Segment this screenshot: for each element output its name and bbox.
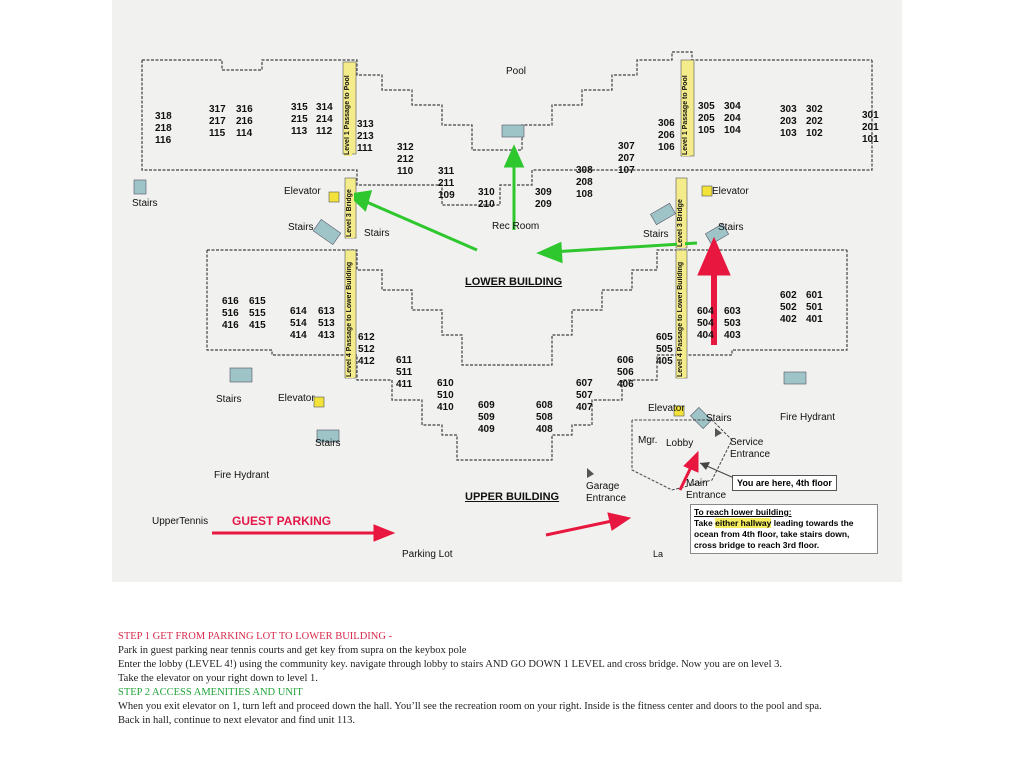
step2-line2: Back in hall, continue to next elevator and find unit 113. — [118, 715, 355, 726]
unit-column: 311 211 109 — [438, 166, 455, 201]
la-label: La — [653, 549, 664, 559]
step2-title: STEP 2 ACCESS AMENITIES AND UNIT — [118, 687, 303, 698]
unit-column: 306 206 106 — [658, 118, 675, 153]
stairs-label: Stairs — [706, 413, 732, 424]
unit-column: 615 515 415 — [249, 296, 266, 331]
guest-parking-label: GUEST PARKING — [232, 514, 332, 528]
elevator-label: Elevator — [648, 403, 685, 414]
elevator-label: Elevator — [284, 186, 321, 197]
upper-building-label: UPPER BUILDING — [465, 491, 560, 503]
step1-line3: Take the elevator on your right down to level 1. — [118, 673, 318, 684]
elevator-label: Elevator — [278, 393, 315, 404]
stairs-label: Stairs — [288, 222, 314, 233]
lobby-label: Lobby — [666, 438, 694, 449]
you-are-here-box: You are here, 4th floor — [732, 475, 837, 491]
reach-text-highlight: either hallway — [715, 518, 772, 528]
unit-column: 303 203 103 — [780, 104, 797, 139]
garage-entrance-label: Garage Entrance — [586, 481, 627, 504]
unit-column: 301 201 101 — [862, 110, 879, 145]
parking-lot-label: Parking Lot — [402, 549, 453, 560]
stairs-label: Stairs — [132, 198, 158, 209]
bridge-level3-left: Level 3 Bridge — [346, 180, 354, 238]
unit-column: 314 214 112 — [316, 102, 333, 137]
stairs-label: Stairs — [643, 229, 669, 240]
unit-column: 606 506 406 — [617, 355, 634, 390]
service-entrance-label: Service Entrance — [730, 437, 771, 460]
reach-title: To reach lower building: — [694, 507, 792, 517]
unit-column: 317 217 115 — [209, 104, 226, 139]
pool-label: Pool — [506, 66, 527, 77]
unit-column: 308 208 108 — [576, 165, 593, 200]
bridge-level3-right: Level 3 Bridge — [677, 180, 685, 248]
unit-column: 318 218 116 — [155, 111, 172, 146]
unit-column: 613 513 413 — [318, 306, 335, 341]
lower-building-label: LOWER BUILDING — [465, 276, 563, 288]
unit-column: 604 504 404 — [697, 306, 714, 341]
unit-column: 605 505 405 — [656, 332, 673, 367]
fire-hydrant-label: Fire Hydrant — [780, 412, 836, 423]
passage-level1-right: Level 1 Passage to Pool — [682, 62, 690, 156]
unit-column: 313 213 111 — [357, 119, 374, 154]
unit-column: 312 212 110 — [397, 142, 414, 177]
unit-column: 607 507 407 — [576, 378, 593, 413]
step1-line2: Enter the lobby (LEVEL 4!) using the community key. navigate through lobby to stairs AND GO DOWN 1 LEVEL and cross bridge. Now you are on level 3. — [118, 659, 782, 670]
rec-room-label: Rec Room — [492, 221, 540, 232]
main-entrance-label: Main Entrance — [686, 478, 727, 501]
stairs-label: Stairs — [315, 438, 341, 449]
unit-column: 612 512 412 — [358, 332, 375, 367]
unit-column: 601 501 401 — [806, 290, 823, 325]
mgr-label: Mgr. — [638, 435, 658, 446]
unit-column: 616 516 416 — [222, 296, 239, 331]
unit-column: 602 502 402 — [780, 290, 797, 325]
unit-column: 305 205 105 — [698, 101, 715, 136]
unit-column: 611 511 411 — [396, 355, 413, 390]
reach-text-pre: Take — [694, 518, 716, 528]
unit-column: 608 508 408 — [536, 400, 553, 435]
unit-column: 315 215 113 — [291, 102, 308, 137]
stairs-label: Stairs — [364, 228, 390, 239]
passage-level1-left: Level 1 Passage to Pool — [344, 64, 352, 156]
unit-column: 310 210 — [478, 187, 495, 210]
unit-column: 316 216 114 — [236, 104, 253, 139]
reach-text-post: leading towards the ocean from 4th floor, take stairs down, cross bridge to reach 3rd floor. — [694, 518, 854, 550]
unit-column: 603 503 403 — [724, 306, 741, 341]
reach-lower-building-note — [690, 504, 878, 554]
passage-level4-right: Level 4 Passage to Lower Building — [677, 252, 685, 378]
fire-hydrant-label: Fire Hydrant — [214, 470, 270, 481]
unit-column: 304 204 104 — [724, 101, 741, 136]
step1-line1: Park in guest parking near tennis courts and get key from supra on the keybox pole — [118, 645, 467, 656]
unit-column: 609 509 409 — [478, 400, 495, 435]
stairs-label: Stairs — [718, 222, 744, 233]
resort-site-map — [112, 0, 902, 582]
stairs-label: Stairs — [216, 394, 242, 405]
unit-column: 610 510 410 — [437, 378, 454, 413]
upper-tennis-label: UpperTennis — [152, 516, 209, 527]
step1-title: STEP 1 GET FROM PARKING LOT TO LOWER BUILDING - — [118, 631, 393, 642]
unit-column: 614 514 414 — [290, 306, 307, 341]
unit-column: 307 207 107 — [618, 141, 635, 176]
unit-column: 302 202 102 — [806, 104, 823, 139]
elevator-label: Elevator — [712, 186, 749, 197]
passage-level4-left: Level 4 Passage to Lower Building — [346, 252, 354, 378]
directions-text — [118, 630, 978, 728]
unit-column: 309 209 — [535, 187, 552, 210]
step2-line1: When you exit elevator on 1, turn left and proceed down the hall. You’ll see the recreation room on your right. Inside is the fitness center and doors to the pool and spa. — [118, 701, 822, 712]
